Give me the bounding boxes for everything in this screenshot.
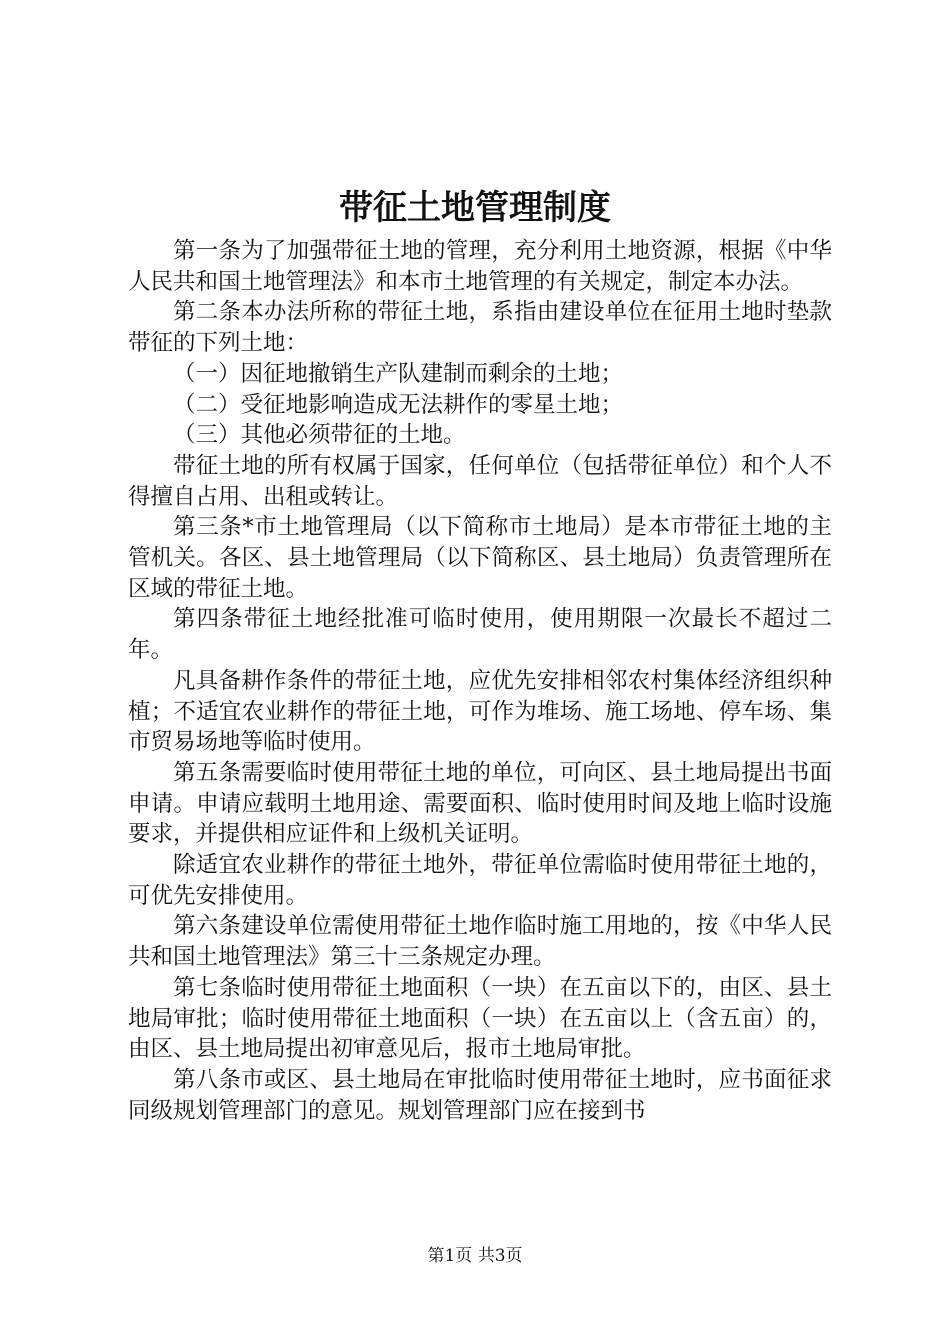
- paragraph-article-8: 第八条市或区、县土地局在审批临时使用带征土地时，应书面征求同级规划管理部门的意见。规划管理部门应在接到书: [128, 1066, 832, 1124]
- document-title: 带征土地管理制度: [339, 188, 611, 228]
- paragraph-article-1: 第一条为了加强带征土地的管理，充分利用土地资源，根据《中华人民共和国土地管理法》和本市土地管理的有关规定，制定本办法。: [128, 238, 832, 295]
- paragraph-article-2: 第二条本办法所称的带征土地，系指由建设单位在征用土地时垫款带征的下列土地：: [128, 299, 832, 357]
- page-footer: 第1页 共3页: [427, 1246, 523, 1266]
- paragraph-item-1: （一）因征地撤销生产队建制而剩余的土地；: [173, 360, 624, 387]
- paragraph-article-7: 第七条临时使用带征土地面积（一块）在五亩以下的，由区、县土地局审批；临时使用带征土地面积（一块）在五亩以上（含五亩）的，由区、县土地局提出初审意见后，报市土地局审批。: [128, 974, 832, 1063]
- paragraph-item-2: （二）受征地影响造成无法耕作的零星土地；: [173, 391, 624, 418]
- paragraph-article-4: 第四条带征土地经批准可临时使用，使用期限一次最长不超过二年。: [128, 606, 832, 664]
- document-body: [128, 236, 832, 1126]
- paragraph-article-3: 第三条*市土地管理局（以下简称市土地局）是本市带征土地的主管机关。各区、县土地管理局（以下简称区、县土地局）负责管理所在区域的带征土地。: [128, 514, 832, 602]
- paragraph-priority-use: 除适宜农业耕作的带征土地外，带征单位需临时使用带征土地的，可优先安排使用。: [128, 852, 832, 909]
- paragraph-article-5: 第五条需要临时使用带征土地的单位，可向区、县土地局提出书面申请。申请应载明土地用途、需要面积、临时使用时间及地上临时设施要求，并提供相应证件和上级机关证明。: [128, 759, 832, 848]
- paragraph-item-3: （三）其他必须带征的土地。: [173, 422, 466, 449]
- paragraph-article-6: 第六条建设单位需使用带征土地作临时施工用地的，按《中华人民共和国土地管理法》第三十三条规定办理。: [128, 913, 832, 971]
- paragraph-cultivation: 凡具备耕作条件的带征土地，应优先安排相邻农村集体经济组织种植；不适宜农业耕作的带征土地，可作为堆场、施工场地、停车场、集市贸易场地等临时使用。: [128, 667, 832, 756]
- paragraph-ownership: 带征土地的所有权属于国家，任何单位（包括带征单位）和个人不得擅自占用、出租或转让。: [128, 452, 832, 510]
